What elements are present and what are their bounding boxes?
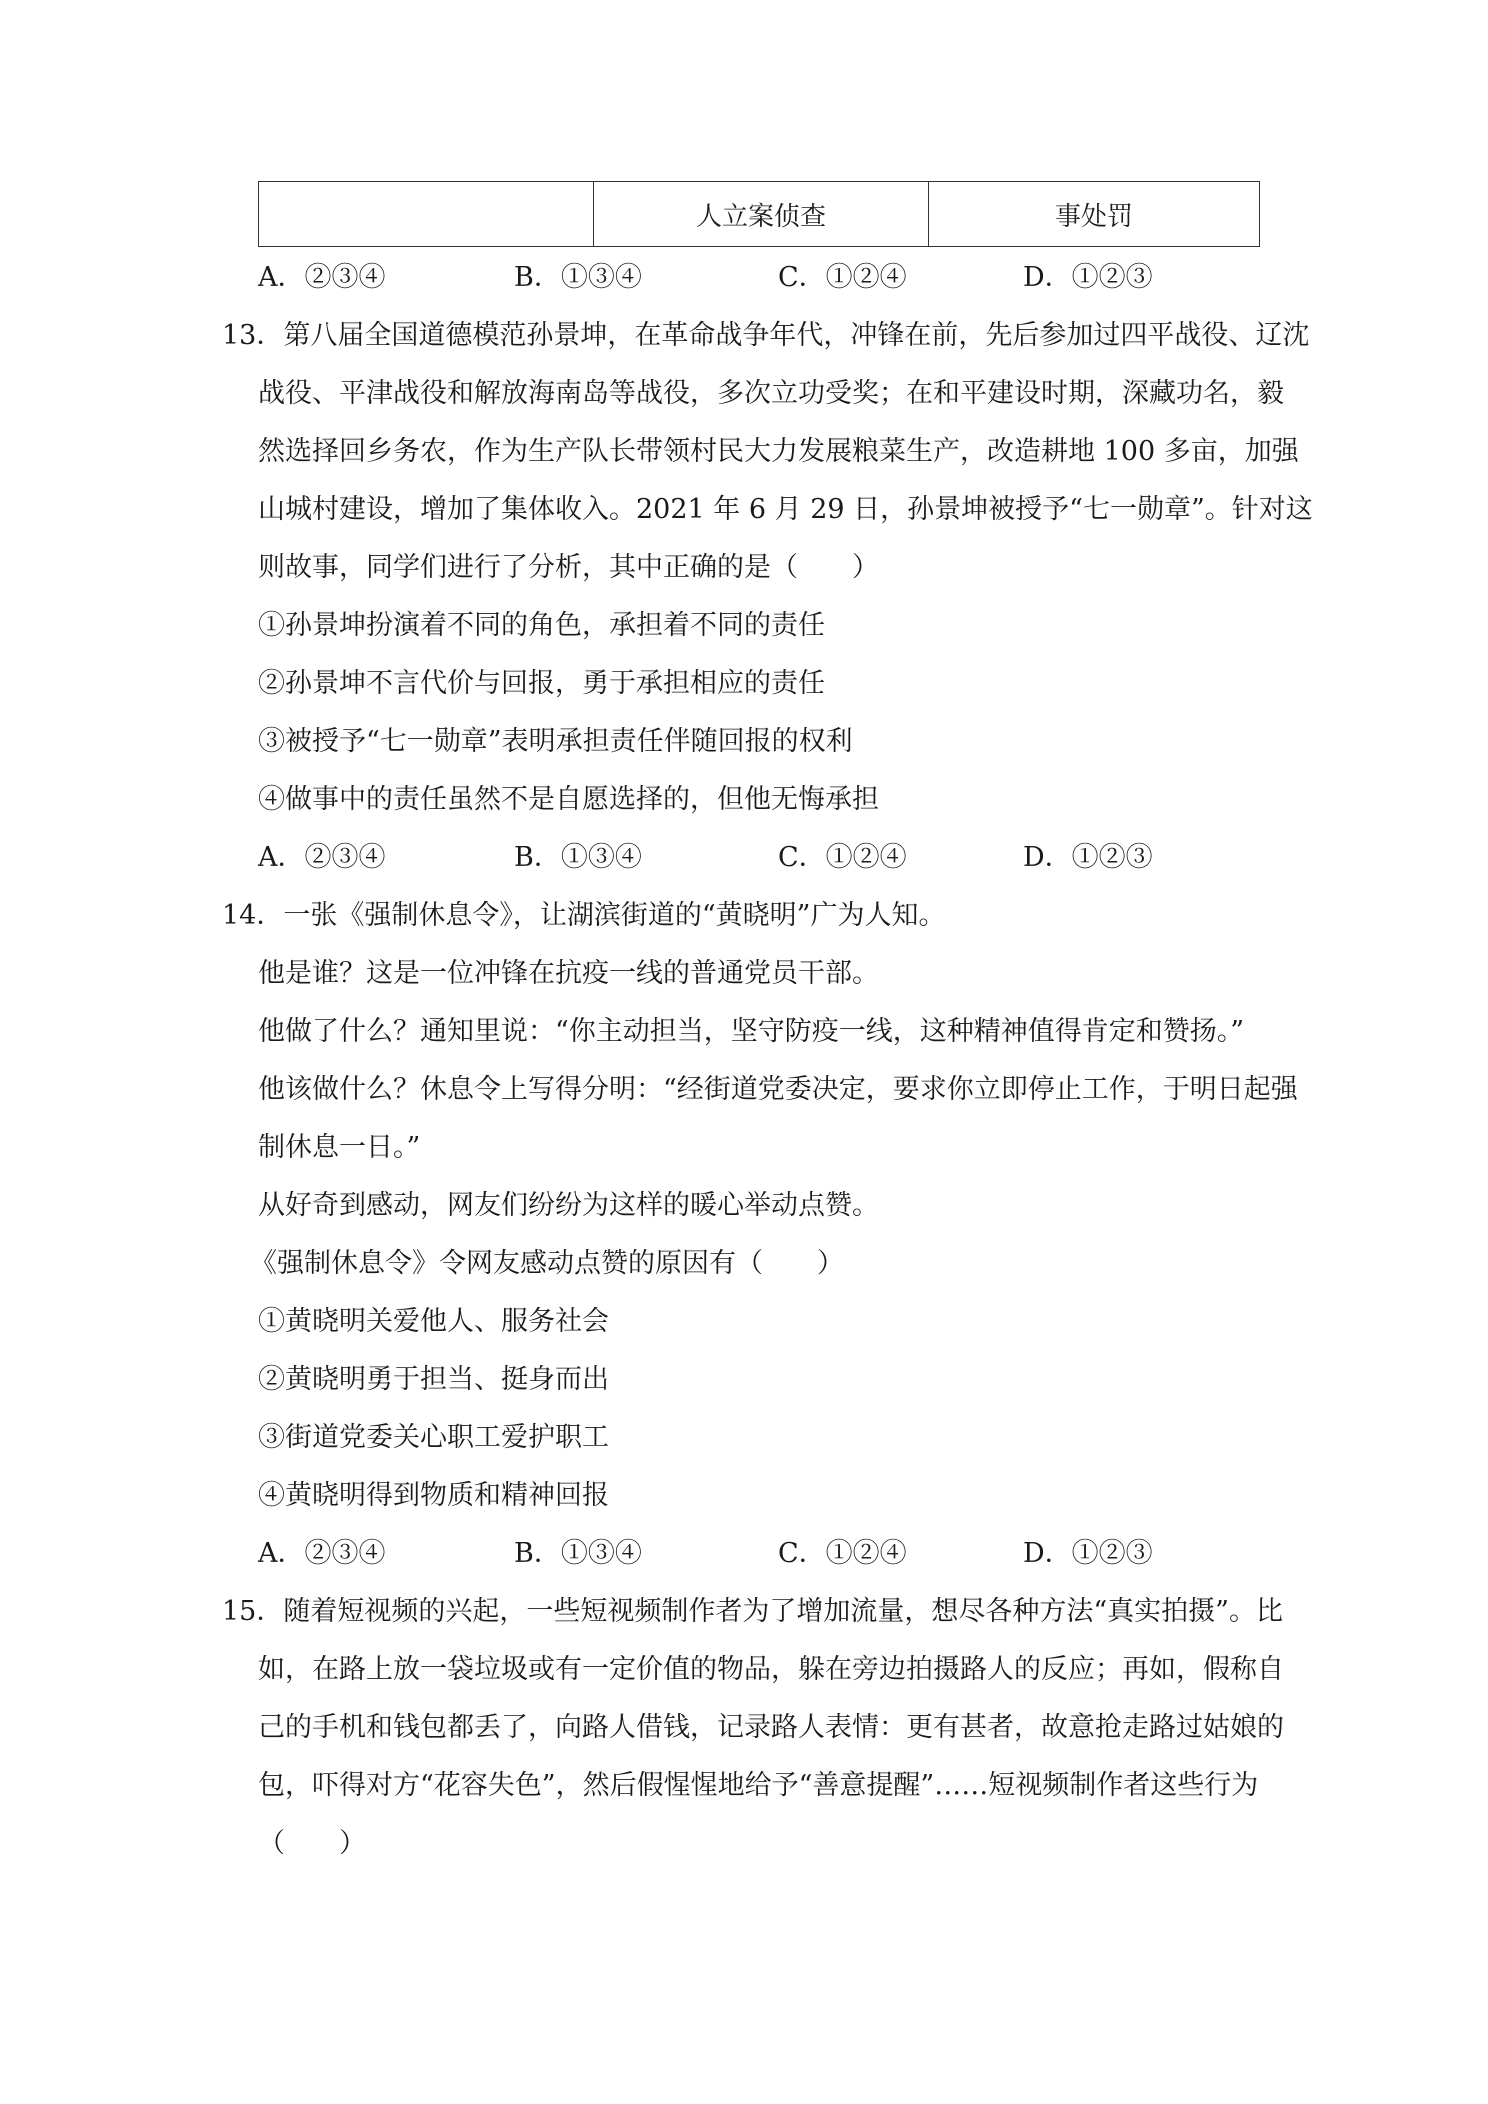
q14-stem-line: 从好奇到感动，网友们纷纷为这样的暖心举动点赞。 <box>258 1190 879 1221</box>
q15-stem-line: 包，吓得对方“花容失色”，然后假惺惺地给予“善意提醒”……短视频制作者这些行为 <box>258 1770 1259 1801</box>
table-cell: 人立案侦查 <box>594 182 929 247</box>
option-a[interactable]: A．②③④ <box>258 842 386 873</box>
q13-stem-line: 山城村建设，增加了集体收入。2021 年 6 月 29 日，孙景坤被授予“七一勋章”。针对这 <box>258 494 1313 525</box>
option-b[interactable]: B．①③④ <box>514 262 642 293</box>
q13-item-4: ④做事中的责任虽然不是自愿选择的，但他无悔承担 <box>258 784 879 815</box>
q13-stem-line: 则故事，同学们进行了分析，其中正确的是（ ） <box>258 552 879 583</box>
q13-stem-line: 13．第八届全国道德模范孙景坤，在革命战争年代，冲锋在前，先后参加过四平战役、辽沈 <box>222 320 1310 351</box>
option-d[interactable]: D．①②③ <box>1023 262 1153 293</box>
q14-item-2: ②黄晓明勇于担当、挺身而出 <box>258 1364 609 1395</box>
answer-table-fragment <box>258 181 1260 247</box>
table-cell: 事处罚 <box>929 182 1260 247</box>
q13-options <box>258 838 1258 878</box>
option-c[interactable]: C．①②④ <box>778 262 907 293</box>
option-a[interactable]: A．②③④ <box>258 262 386 293</box>
q14-item-1: ①黄晓明关爱他人、服务社会 <box>258 1306 609 1337</box>
q14-stem-line: 他做了什么？通知里说：“你主动担当，坚守防疫一线，这种精神值得肯定和赞扬。” <box>258 1016 1245 1047</box>
q14-stem-line: 制休息一日。” <box>258 1132 421 1163</box>
q14-item-4: ④黄晓明得到物质和精神回报 <box>258 1480 609 1511</box>
q14-stem-line: 他该做什么？休息令上写得分明：“经街道党委决定，要求你立即停止工作，于明日起强 <box>258 1074 1298 1105</box>
option-c[interactable]: C．①②④ <box>778 842 907 873</box>
table-cell <box>259 182 594 247</box>
q14-stem-line: 他是谁？这是一位冲锋在抗疫一线的普通党员干部。 <box>258 958 879 989</box>
option-a[interactable]: A．②③④ <box>258 1538 386 1569</box>
q13-stem-line: 战役、平津战役和解放海南岛等战役，多次立功受奖；在和平建设时期，深藏功名，毅 <box>258 378 1284 409</box>
q12-options <box>258 258 1258 298</box>
option-b[interactable]: B．①③④ <box>514 1538 642 1569</box>
q15-stem-line: 己的手机和钱包都丢了，向路人借钱，记录路人表情：更有甚者，故意抢走路过姑娘的 <box>258 1712 1284 1743</box>
option-b[interactable]: B．①③④ <box>514 842 642 873</box>
q14-options <box>258 1534 1258 1574</box>
q15-answer-blank: （ ） <box>258 1828 366 1859</box>
q13-item-3: ③被授予“七一勋章”表明承担责任伴随回报的权利 <box>258 726 853 757</box>
q14-question: 《强制休息令》令网友感动点赞的原因有（ ） <box>250 1248 844 1279</box>
option-d[interactable]: D．①②③ <box>1023 842 1153 873</box>
q13-item-2: ②孙景坤不言代价与回报，勇于承担相应的责任 <box>258 668 825 699</box>
option-d[interactable]: D．①②③ <box>1023 1538 1153 1569</box>
q14-stem-line: 14．一张《强制休息令》，让湖滨街道的“黄晓明”广为人知。 <box>222 900 946 931</box>
q13-stem-line: 然选择回乡务农，作为生产队长带领村民大力发展粮菜生产，改造耕地 100 多亩，加强 <box>258 436 1299 467</box>
q14-item-3: ③街道党委关心职工爱护职工 <box>258 1422 609 1453</box>
q15-stem-line: 15．随着短视频的兴起，一些短视频制作者为了增加流量，想尽各种方法“真实拍摄”。比 <box>222 1596 1283 1627</box>
option-c[interactable]: C．①②④ <box>778 1538 907 1569</box>
q13-item-1: ①孙景坤扮演着不同的角色，承担着不同的责任 <box>258 610 825 641</box>
table-row <box>259 182 1260 247</box>
q15-stem-line: 如，在路上放一袋垃圾或有一定价值的物品，躲在旁边拍摄路人的反应；再如，假称自 <box>258 1654 1284 1685</box>
